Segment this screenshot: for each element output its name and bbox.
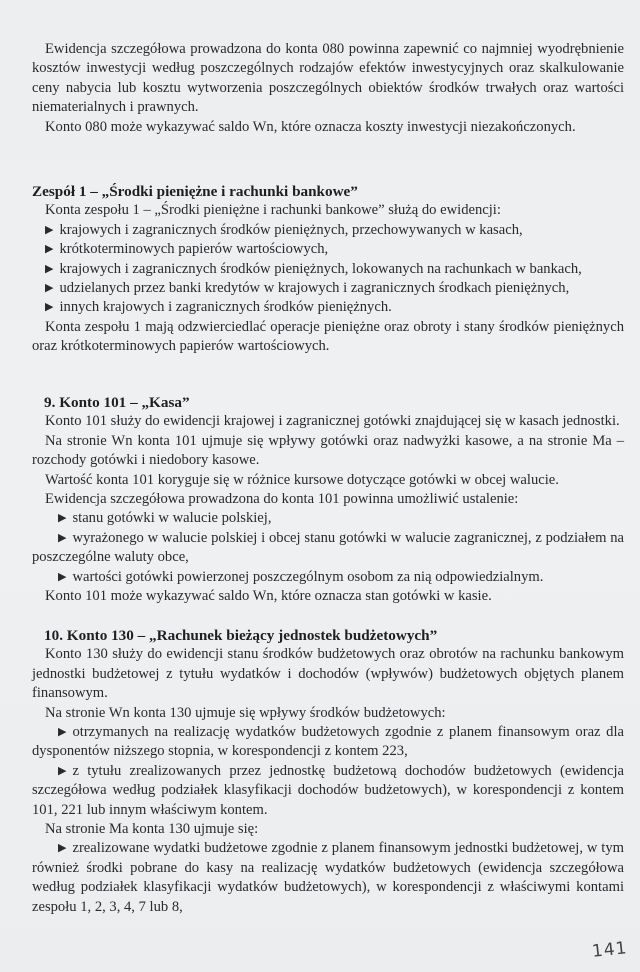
section-heading-zespol-1: Zespół 1 – „Środki pieniężne i rachunki bankowe” — [32, 183, 358, 200]
intro-paragraph-1: Ewidencja szczegółowa prowadzona do konta 080 powinna zapewnić co najmniej wyodrębnienie kosztów inwestycji według poszczególnych rodzajów efektów inwestycyjnych oraz skalkulowanie ceny nabycia lub kosztu wytworzenia poszczególnych obiektów środków trwałych oraz wartości niematerialnych i prawnych. — [32, 41, 624, 116]
bullet-arrow-icon: ▶ — [58, 842, 67, 855]
bullet-arrow-icon: ▶ — [58, 764, 67, 777]
bullet-arrow-icon: ▶ — [58, 726, 67, 739]
konto-101-section — [32, 393, 624, 606]
bullet-arrow-icon: ▶ — [58, 512, 67, 525]
konto-101-paragraph-1: Konto 101 służy do ewidencji krajowej i zagranicznej gotówki znajdującej się w kasach jednostki. — [45, 413, 620, 430]
list-item: ▶ wartości gotówki powierzonej poszczególnym osobom za nią odpowiedzialnym. — [32, 568, 624, 587]
zespol-1-lead: Konta zespołu 1 – „Środki pieniężne i rachunki bankowe” służą do ewidencji: — [45, 202, 501, 219]
list-item: ▶ wyrażonego w walucie polskiej i obcej stanu gotówki w walucie zagranicznej, z podziałem na poszczególne waluty obce, — [32, 529, 624, 566]
bullet-arrow-icon: ▶ — [45, 223, 54, 236]
konto-101-paragraph-2: Na stronie Wn konta 101 ujmuje się wpływy gotówki oraz nadwyżki kasowe, a na stronie Ma – rozchody gotówki i niedobory kasowe. — [32, 432, 624, 469]
intro-section — [32, 40, 624, 137]
konto-130-paragraph-1: Konto 130 służy do ewidencji stanu środków budżetowych oraz obrotów na rachunku bankowym jednostki budżetowej z tytułu wydatków i dochodów (wpływów) budżetowych objętych planem finansowym. — [32, 646, 624, 702]
section-heading-konto-101: 9. Konto 101 – „Kasa” — [44, 394, 190, 411]
bullet-arrow-icon: ▶ — [45, 282, 54, 295]
list-item: ▶ udzielanych przez banki kredytów w krajowych i zagranicznych środkach pieniężnych, — [32, 279, 624, 298]
konto-101-closing: Konto 101 może wykazywać saldo Wn, które oznacza stan gotówki w kasie. — [45, 588, 492, 605]
zespol-1-closing: Konta zespołu 1 mają odzwierciedlać operacje pieniężne oraz obroty i stany środków pieniężnych oraz krótkoterminowych papierów wartościowych. — [32, 318, 624, 355]
bullet-arrow-icon: ▶ — [45, 262, 54, 275]
list-item: ▶ innych krajowych i zagranicznych środków pieniężnych. — [32, 298, 624, 317]
list-item: ▶ zrealizowane wydatki budżetowe zgodnie z planem finansowym jednostki budżetowej, w tym również środki pobrane do kasy na realizację wydatków budżetowych (ewidencja szczegółowa według podziałek klasyfikacji wydatków budżetowych), w korespondencji z właściwymi kontami zespołu 1, 2, 3, 4, 7 lub 8, — [32, 840, 624, 915]
zespol-1-section — [32, 182, 624, 357]
konto-130-wn-lead: Na stronie Wn konta 130 ujmuje się wpływy środków budżetowych: — [45, 704, 446, 721]
handwritten-page-number: 141 — [591, 938, 629, 962]
list-item: ▶ krajowych i zagranicznych środków pieniężnych, lokowanych na rachunkach w bankach, — [32, 260, 624, 279]
list-item: ▶ z tytułu zrealizowanych przez jednostkę budżetową dochodów budżetowych (ewidencja szczegółowa według podziałek klasyfikacji dochodów budżetowych), w korespondencji z kontem 101, 221 lub innym właściwym kontem. — [32, 762, 624, 818]
bullet-arrow-icon: ▶ — [58, 531, 67, 544]
konto-101-paragraph-4: Ewidencja szczegółowa prowadzona do konta 101 powinna umożliwić ustalenie: — [45, 491, 519, 508]
konto-130-section — [32, 626, 624, 917]
bullet-arrow-icon: ▶ — [58, 570, 67, 583]
list-item: ▶ stanu gotówki w walucie polskiej, — [32, 509, 624, 528]
list-item: ▶ krótkoterminowych papierów wartościowych, — [32, 240, 624, 259]
section-heading-konto-130: 10. Konto 130 – „Rachunek bieżący jednostek budżetowych” — [44, 627, 438, 644]
konto-101-paragraph-3: Wartość konta 101 koryguje się w różnice kursowe dotyczące gotówki w obcej walucie. — [45, 471, 559, 488]
bullet-arrow-icon: ▶ — [45, 243, 54, 256]
bullet-arrow-icon: ▶ — [45, 301, 54, 314]
intro-paragraph-2: Konto 080 może wykazywać saldo Wn, które oznacza koszty inwestycji niezakończonych. — [45, 118, 576, 135]
konto-130-ma-lead: Na stronie Ma konta 130 ujmuje się: — [45, 821, 259, 838]
list-item: ▶ krajowych i zagranicznych środków pieniężnych, przechowywanych w kasach, — [32, 221, 624, 240]
list-item: ▶ otrzymanych na realizację wydatków budżetowych zgodnie z planem finansowym oraz dla dysponentów niższego stopnia, w korespondencji z kontem 223, — [32, 724, 624, 760]
